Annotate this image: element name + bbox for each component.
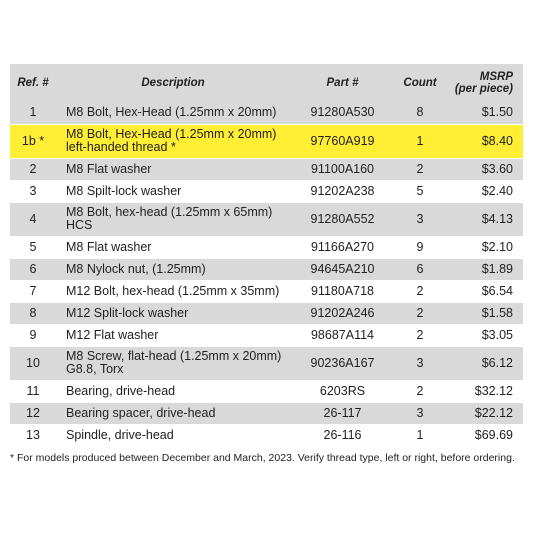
cell-description	[56, 158, 290, 180]
header-msrp	[445, 64, 523, 102]
table-row	[10, 346, 523, 380]
cell-description	[56, 102, 290, 124]
description-line: M8 Bolt, hex-head (1.25mm x 65mm)	[66, 205, 273, 219]
cell-msrp: $3.05	[445, 324, 523, 346]
cell-ref: 6	[10, 258, 56, 280]
cell-part: 91280A552	[290, 202, 395, 236]
table-row	[10, 102, 523, 124]
description-line: M8 Bolt, Hex-Head (1.25mm x 20mm)	[66, 105, 277, 120]
description-line: Spindle, drive-head	[66, 427, 174, 442]
table-row	[10, 324, 523, 346]
cell-ref: 5	[10, 236, 56, 258]
table-header-row	[10, 64, 523, 102]
cell-ref: 1b *	[10, 124, 56, 158]
cell-part: 97760A919	[290, 124, 395, 158]
cell-count: 2	[395, 302, 445, 324]
cell-count: 1	[395, 124, 445, 158]
cell-msrp: $1.89	[445, 258, 523, 280]
cell-count: 2	[395, 158, 445, 180]
description-line: M8 Screw, flat-head (1.25mm x 20mm)	[66, 349, 282, 363]
cell-ref: 7	[10, 280, 56, 302]
table-row	[10, 124, 523, 158]
description-line: Bearing, drive-head	[66, 383, 176, 398]
cell-msrp: $8.40	[445, 124, 523, 158]
cell-part: 26-116	[290, 424, 395, 446]
header-msrp-line2: (per piece)	[454, 83, 513, 95]
cell-msrp: $4.13	[445, 202, 523, 236]
cell-part: 90236A167	[290, 346, 395, 380]
cell-count: 6	[395, 258, 445, 280]
cell-count: 1	[395, 424, 445, 446]
description-line: Bearing spacer, drive-head	[66, 405, 216, 420]
cell-ref: 13	[10, 424, 56, 446]
cell-part: 91280A530	[310, 105, 375, 120]
footnote: * For models produced between December and March, 2023. Verify thread type, left or right, before ordering.	[10, 452, 515, 464]
table-row	[10, 236, 523, 258]
table-row	[10, 158, 523, 180]
description-line: HCS	[66, 218, 93, 232]
parts-list	[10, 64, 523, 464]
cell-msrp: $32.12	[445, 380, 523, 402]
cell-ref: 1	[29, 105, 37, 120]
cell-ref: 9	[10, 324, 56, 346]
description-line: M8 Nylock nut, (1.25mm)	[66, 261, 206, 276]
cell-description	[56, 124, 290, 158]
cell-part: 26-117	[290, 402, 395, 424]
description-line: G8.8, Torx	[66, 362, 124, 376]
cell-description	[56, 180, 290, 202]
description-line: M12 Split-lock washer	[66, 305, 189, 320]
cell-description	[56, 346, 290, 380]
table-row	[10, 202, 523, 236]
cell-description	[56, 380, 290, 402]
cell-description	[56, 302, 290, 324]
cell-msrp: $2.40	[445, 180, 523, 202]
parts-table	[10, 64, 523, 446]
cell-ref: 11	[10, 380, 56, 402]
cell-msrp: $3.60	[445, 158, 523, 180]
cell-part: 91180A718	[290, 280, 395, 302]
header-ref: Ref. #	[17, 77, 49, 89]
cell-count: 5	[395, 180, 445, 202]
cell-ref: 3	[10, 180, 56, 202]
cell-ref: 4	[10, 202, 56, 236]
cell-count: 8	[416, 105, 424, 120]
table-body	[10, 102, 523, 446]
cell-part: 6203RS	[290, 380, 395, 402]
cell-part: 91100A160	[290, 158, 395, 180]
description-line: M8 Spilt-lock washer	[66, 183, 182, 198]
cell-msrp: $6.54	[445, 280, 523, 302]
cell-ref: 12	[10, 402, 56, 424]
table-row	[10, 280, 523, 302]
cell-count: 9	[395, 236, 445, 258]
table-row	[10, 258, 523, 280]
description-line: M8 Flat washer	[66, 161, 152, 176]
cell-count: 2	[395, 324, 445, 346]
cell-msrp: $6.12	[445, 346, 523, 380]
cell-part: 91166A270	[290, 236, 395, 258]
table-row	[10, 302, 523, 324]
description-line: M8 Bolt, Hex-Head (1.25mm x 20mm)	[66, 127, 277, 141]
cell-count: 3	[395, 202, 445, 236]
header-part: Part #	[326, 77, 359, 89]
cell-part: 98687A114	[290, 324, 395, 346]
cell-description	[56, 280, 290, 302]
description-line: M8 Flat washer	[66, 239, 152, 254]
cell-part: 91202A238	[290, 180, 395, 202]
table-row	[10, 402, 523, 424]
header-description: Description	[141, 77, 205, 89]
cell-count: 3	[395, 346, 445, 380]
cell-description	[56, 424, 290, 446]
description-line: M12 Flat washer	[66, 327, 159, 342]
cell-ref: 2	[10, 158, 56, 180]
cell-ref: 8	[10, 302, 56, 324]
cell-ref: 10	[10, 346, 56, 380]
header-count: Count	[403, 77, 437, 89]
cell-msrp: $22.12	[445, 402, 523, 424]
table-row	[10, 380, 523, 402]
cell-msrp: $69.69	[445, 424, 523, 446]
cell-msrp: $1.58	[445, 302, 523, 324]
cell-description	[56, 258, 290, 280]
cell-description	[56, 402, 290, 424]
table-row	[10, 424, 523, 446]
cell-description	[56, 202, 290, 236]
cell-part: 91202A246	[290, 302, 395, 324]
cell-count: 2	[395, 380, 445, 402]
cell-msrp: $1.50	[481, 105, 513, 120]
cell-part: 94645A210	[290, 258, 395, 280]
table-row	[10, 180, 523, 202]
header-msrp-line1: MSRP	[479, 71, 513, 83]
cell-count: 3	[395, 402, 445, 424]
description-line: M12 Bolt, hex-head (1.25mm x 35mm)	[66, 283, 280, 298]
cell-description	[56, 324, 290, 346]
cell-description	[56, 236, 290, 258]
cell-msrp: $2.10	[445, 236, 523, 258]
cell-count: 2	[395, 280, 445, 302]
description-line: left-handed thread *	[66, 140, 176, 154]
